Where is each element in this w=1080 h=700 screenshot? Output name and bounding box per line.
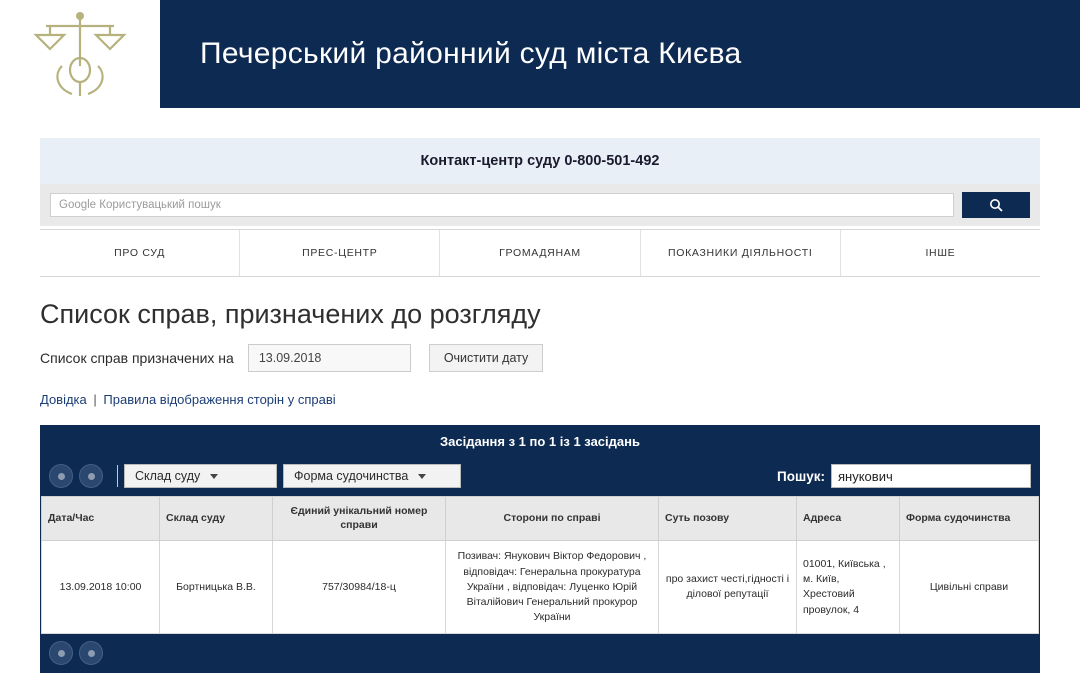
cell-form: Цивільні справи	[900, 541, 1039, 634]
cell-case-number: 757/30984/18-ц	[273, 541, 446, 634]
date-filter-row	[40, 344, 1040, 372]
composition-filter-value: Склад суду	[135, 469, 201, 483]
nav-item-press-center[interactable]: ПРЕС-ЦЕНТР	[239, 230, 439, 276]
contact-center-text: Контакт-центр суду 0-800-501-492	[420, 153, 660, 169]
search-icon	[989, 198, 1003, 212]
chevron-down-icon	[418, 474, 426, 479]
toolbar-export-button-2[interactable]	[79, 464, 103, 488]
cell-judge: Бортницька В.В.	[160, 541, 273, 634]
circle-dot-icon	[88, 650, 95, 657]
table-search-input[interactable]	[831, 464, 1031, 488]
nav-item-performance[interactable]: ПОКАЗНИКИ ДІЯЛЬНОСТІ	[640, 230, 840, 276]
cases-table-body	[42, 541, 1039, 634]
cell-parties: Позивач: Янукович Віктор Федорович , відповідач: Генеральна прокуратура України , відповідач: Луценко Юрій Віталійович Генеральний прокурор України	[446, 541, 659, 634]
help-links-row	[40, 392, 1040, 407]
clear-date-button[interactable]: Очистити дату	[429, 344, 543, 372]
search-input[interactable]	[50, 193, 954, 217]
date-input[interactable]	[248, 344, 411, 372]
chevron-down-icon	[210, 474, 218, 479]
form-filter-value: Форма судочинства	[294, 469, 409, 483]
cell-datetime: 13.09.2018 10:00	[42, 541, 160, 634]
nav-item-about[interactable]: ПРО СУД	[114, 247, 166, 259]
footer-export-button-2[interactable]	[79, 641, 103, 665]
circle-dot-icon	[58, 473, 65, 480]
court-logo	[0, 0, 160, 108]
cases-table	[41, 496, 1039, 634]
footer-export-button-1[interactable]	[49, 641, 73, 665]
site-header	[0, 0, 1080, 108]
column-header-parties[interactable]: Сторони по справі	[446, 497, 659, 541]
cell-address: 01001, Київська , м. Київ, Хрестовий провулок, 4	[797, 541, 900, 634]
table-row[interactable]	[42, 541, 1039, 634]
cell-subject: про захист честі,гідності і ділової репутації	[659, 541, 797, 634]
scales-of-justice-logo	[32, 8, 128, 100]
header-title-bar	[160, 0, 1080, 108]
search-button[interactable]	[962, 192, 1030, 218]
table-header-row	[42, 497, 1039, 541]
help-link[interactable]: Довідка	[40, 392, 87, 407]
site-search-row	[40, 184, 1040, 226]
column-header-subject[interactable]: Суть позову	[659, 497, 797, 541]
nav-item-citizens[interactable]: ГРОМАДЯНАМ	[439, 230, 639, 276]
date-filter-label: Список справ призначених на	[40, 350, 234, 366]
toolbar-export-button-1[interactable]	[49, 464, 73, 488]
cases-table-block	[40, 425, 1040, 673]
parties-display-rules-link[interactable]: Правила відображення сторін у справі	[103, 392, 336, 407]
main-navigation	[40, 229, 1040, 277]
form-filter-select[interactable]	[283, 464, 461, 488]
table-footer	[41, 634, 1039, 672]
page-title: Список справ, призначених до розгляду	[40, 299, 541, 329]
nav-item-other[interactable]: ІНШЕ	[840, 230, 1040, 276]
column-header-case-number[interactable]: Єдиний унікальний номер справи	[273, 497, 446, 541]
column-header-form[interactable]: Форма судочинства	[900, 497, 1039, 541]
circle-dot-icon	[58, 650, 65, 657]
table-search-label: Пошук:	[777, 468, 825, 484]
cases-table-head	[42, 497, 1039, 541]
table-caption: Засідання з 1 по 1 із 1 засідань	[41, 426, 1039, 456]
column-header-datetime[interactable]: Дата/Час	[42, 497, 160, 541]
column-header-address[interactable]: Адреса	[797, 497, 900, 541]
composition-filter-select[interactable]	[124, 464, 277, 488]
table-toolbar	[41, 456, 1039, 496]
contact-center-strip	[40, 138, 1040, 184]
page-title-court-name: Печерський районний суд міста Києва	[200, 37, 742, 70]
toolbar-divider	[117, 465, 118, 487]
circle-dot-icon	[88, 473, 95, 480]
column-header-judge[interactable]: Склад суду	[160, 497, 273, 541]
links-separator: |	[93, 392, 97, 407]
